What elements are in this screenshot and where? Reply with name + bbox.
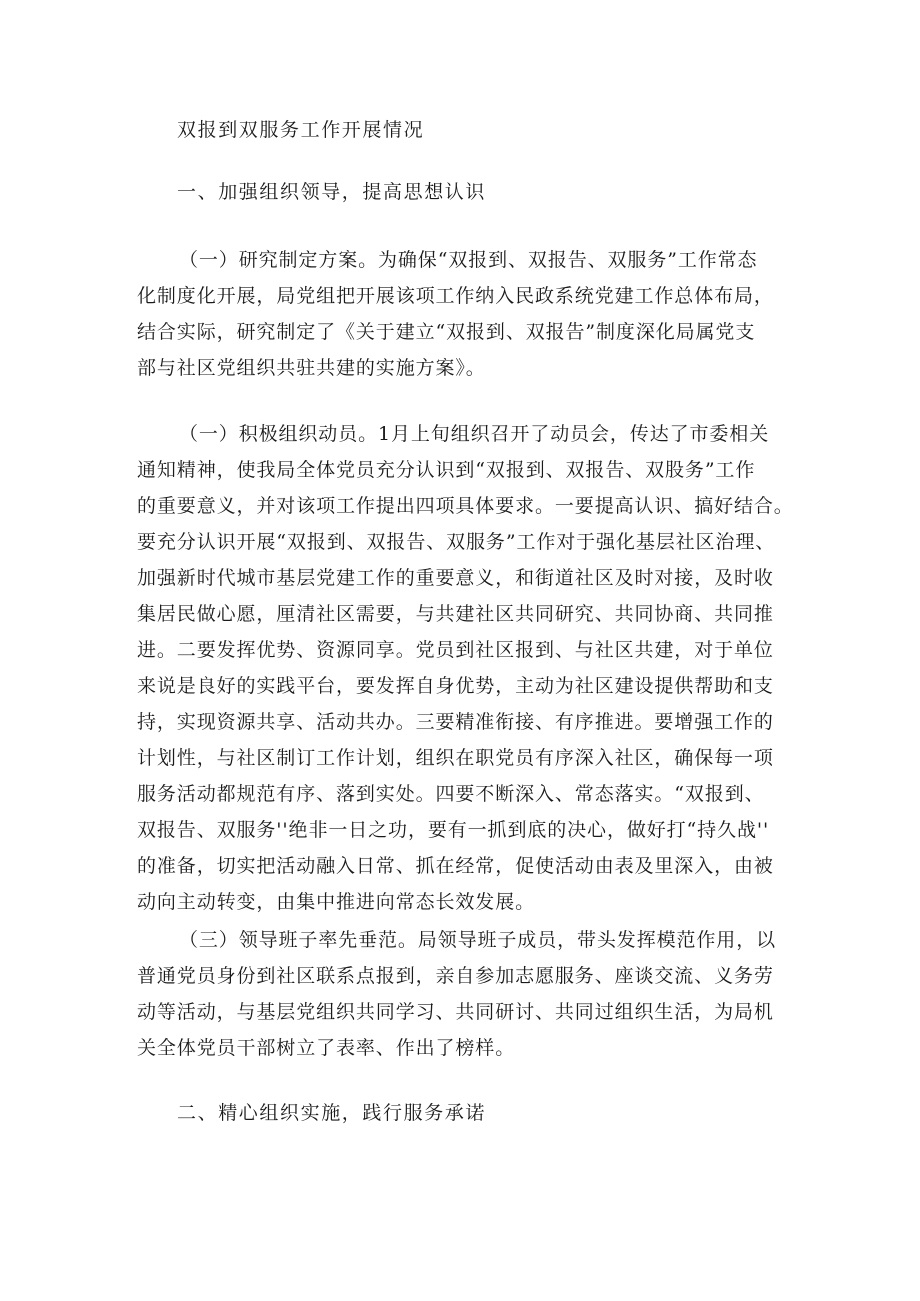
- paragraph-line: 计划性，与社区制订工作计划，组织在职党员有序深入社区，确保每一项: [137, 747, 774, 769]
- paragraph-line: （一）研究制定方案。为确保“双报到、双报告、双服务”工作常态: [179, 249, 758, 271]
- paragraph-line: 普通党员身份到社区联系点报到，亲自参加志愿服务、座谈交流、义务劳: [137, 965, 774, 987]
- section-heading-1: 一、加强组织领导，提高思想认识: [177, 181, 487, 203]
- paragraph-line: 双报告、双服务''绝非一日之功，要有一抓到底的决心，做好打“持久战'': [137, 819, 770, 841]
- paragraph-line: 关全体党员干部树立了表率、作出了榜样。: [137, 1037, 516, 1059]
- paragraph-line: 进。二要发挥优势、资源同享。党员到社区报到、与社区共建，对于单位: [137, 639, 774, 661]
- paragraph-1: [137, 242, 797, 386]
- paragraph-line: （三）领导班子率先垂范。局领导班子成员，带头发挥模范作用，以: [179, 929, 777, 951]
- paragraph-3: [137, 922, 797, 1066]
- paragraph-line: 服务活动都规范有序、落到实处。四要不断深入、常态落实。“双报到、: [137, 783, 765, 805]
- paragraph-line: 的准备，切实把活动融入日常、抓在经常，促使活动由表及里深入，由被: [137, 855, 774, 877]
- paragraph-line: 持，实现资源共享、活动共办。三要精准衔接、有序推进。要增强工作的: [137, 711, 774, 733]
- paragraph-line: 动等活动，与基层党组织共同学习、共同研讨、共同过组织生活，为局机: [137, 1001, 774, 1023]
- section-heading-2: 二、精心组织实施，践行服务承诺: [177, 1102, 487, 1124]
- document-title: 双报到双服务工作开展情况: [177, 119, 425, 141]
- paragraph-2: [137, 416, 797, 920]
- paragraph-line: 结合实际，研究制定了《关于建立“双报到、双报告”制度深化局属党支: [137, 321, 756, 343]
- paragraph-line: 的重要意义，并对该项工作提出四项具体要求。一要提高认识、搞好结合。: [137, 495, 794, 517]
- paragraph-line: 部与社区党组织共驻共建的实施方案》。: [137, 357, 486, 379]
- paragraph-line: 要充分认识开展“双报到、双报告、双服务”工作对于强化基层社区治理、: [137, 531, 776, 553]
- paragraph-line: （一）积极组织动员。1月上旬组织召开了动员会，传达了市委相关: [179, 423, 770, 445]
- paragraph-line: 化制度化开展，局党组把开展该项工作纳入民政系统党建工作总体布局，: [137, 285, 774, 307]
- paragraph-line: 动向主动转变，由集中推进向常态长效发展。: [137, 891, 536, 913]
- paragraph-line: 集居民做心愿，厘清社区需要，与共建社区共同研究、共同协商、共同推: [137, 603, 774, 625]
- paragraph-line: 通知精神，使我局全体党员充分认识到“双报到、双报告、双股务”工作: [137, 459, 756, 481]
- paragraph-line: 来说是良好的实践平台，要发挥自身优势，主动为社区建设提供帮助和支: [137, 675, 774, 697]
- paragraph-line: 加强新时代城市基层党建工作的重要意义，和街道社区及时对接，及时收: [137, 567, 774, 589]
